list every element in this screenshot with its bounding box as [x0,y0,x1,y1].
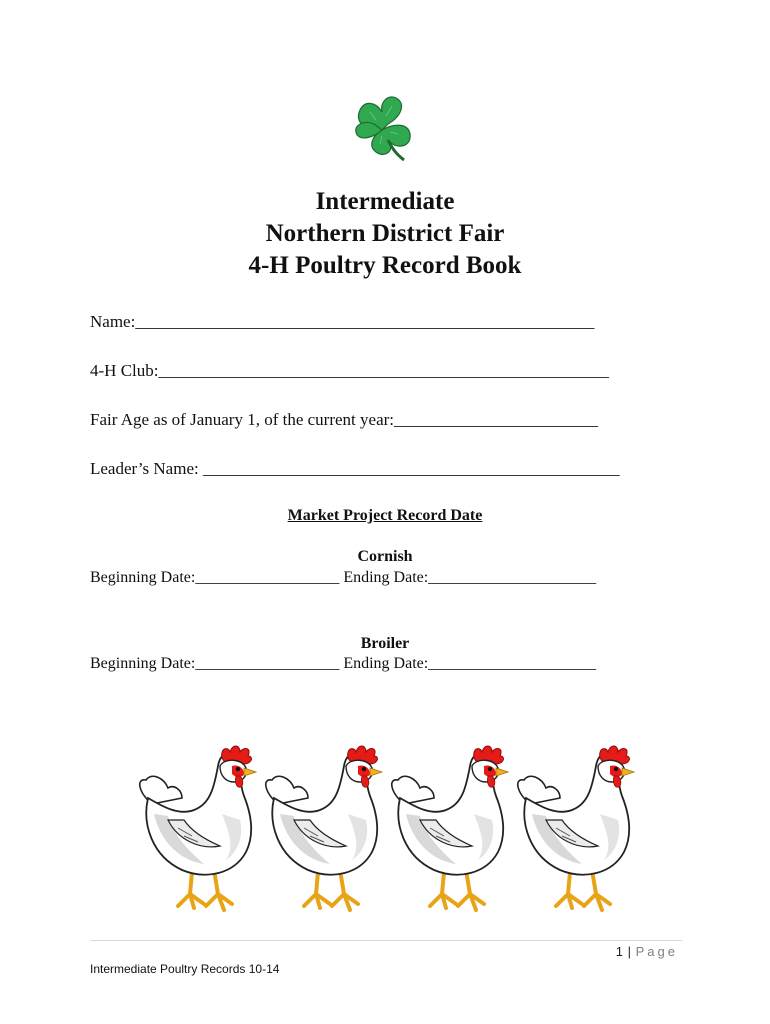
broiler-label: Broiler [360,635,410,652]
page-number-value: 1 [615,944,624,959]
page-word: Page [635,944,678,959]
fair-age-field[interactable]: Fair Age as of January 1, of the current year:________________________ [90,410,598,429]
footer-divider [90,940,682,941]
cornish-dates-field[interactable]: Beginning Date:__________________ Ending Date:_____________________ [90,569,597,586]
name-field[interactable]: Name:______________________________________________________ [90,312,595,331]
broiler-dates-field[interactable]: Beginning Date:__________________ Ending Date:_____________________ [90,655,597,672]
page-separator: | [627,944,632,959]
clover-logo-icon [352,94,414,162]
title-line-intermediate: Intermediate [315,188,455,215]
chickens-illustration [130,738,650,916]
market-project-heading: Market Project Record Date [287,507,483,524]
title-line-record-book: 4-H Poultry Record Book [248,252,522,279]
title-line-fair: Northern District Fair [265,220,505,247]
document-title [0,186,770,282]
page-number [616,944,678,959]
footer-document-label: Intermediate Poultry Records 10-14 [90,962,280,976]
cornish-label: Cornish [357,548,413,565]
leader-name-field[interactable]: Leader’s Name: _________________________________________________ [90,459,620,478]
club-field[interactable]: 4-H Club:_____________________________________________________ [90,361,609,380]
